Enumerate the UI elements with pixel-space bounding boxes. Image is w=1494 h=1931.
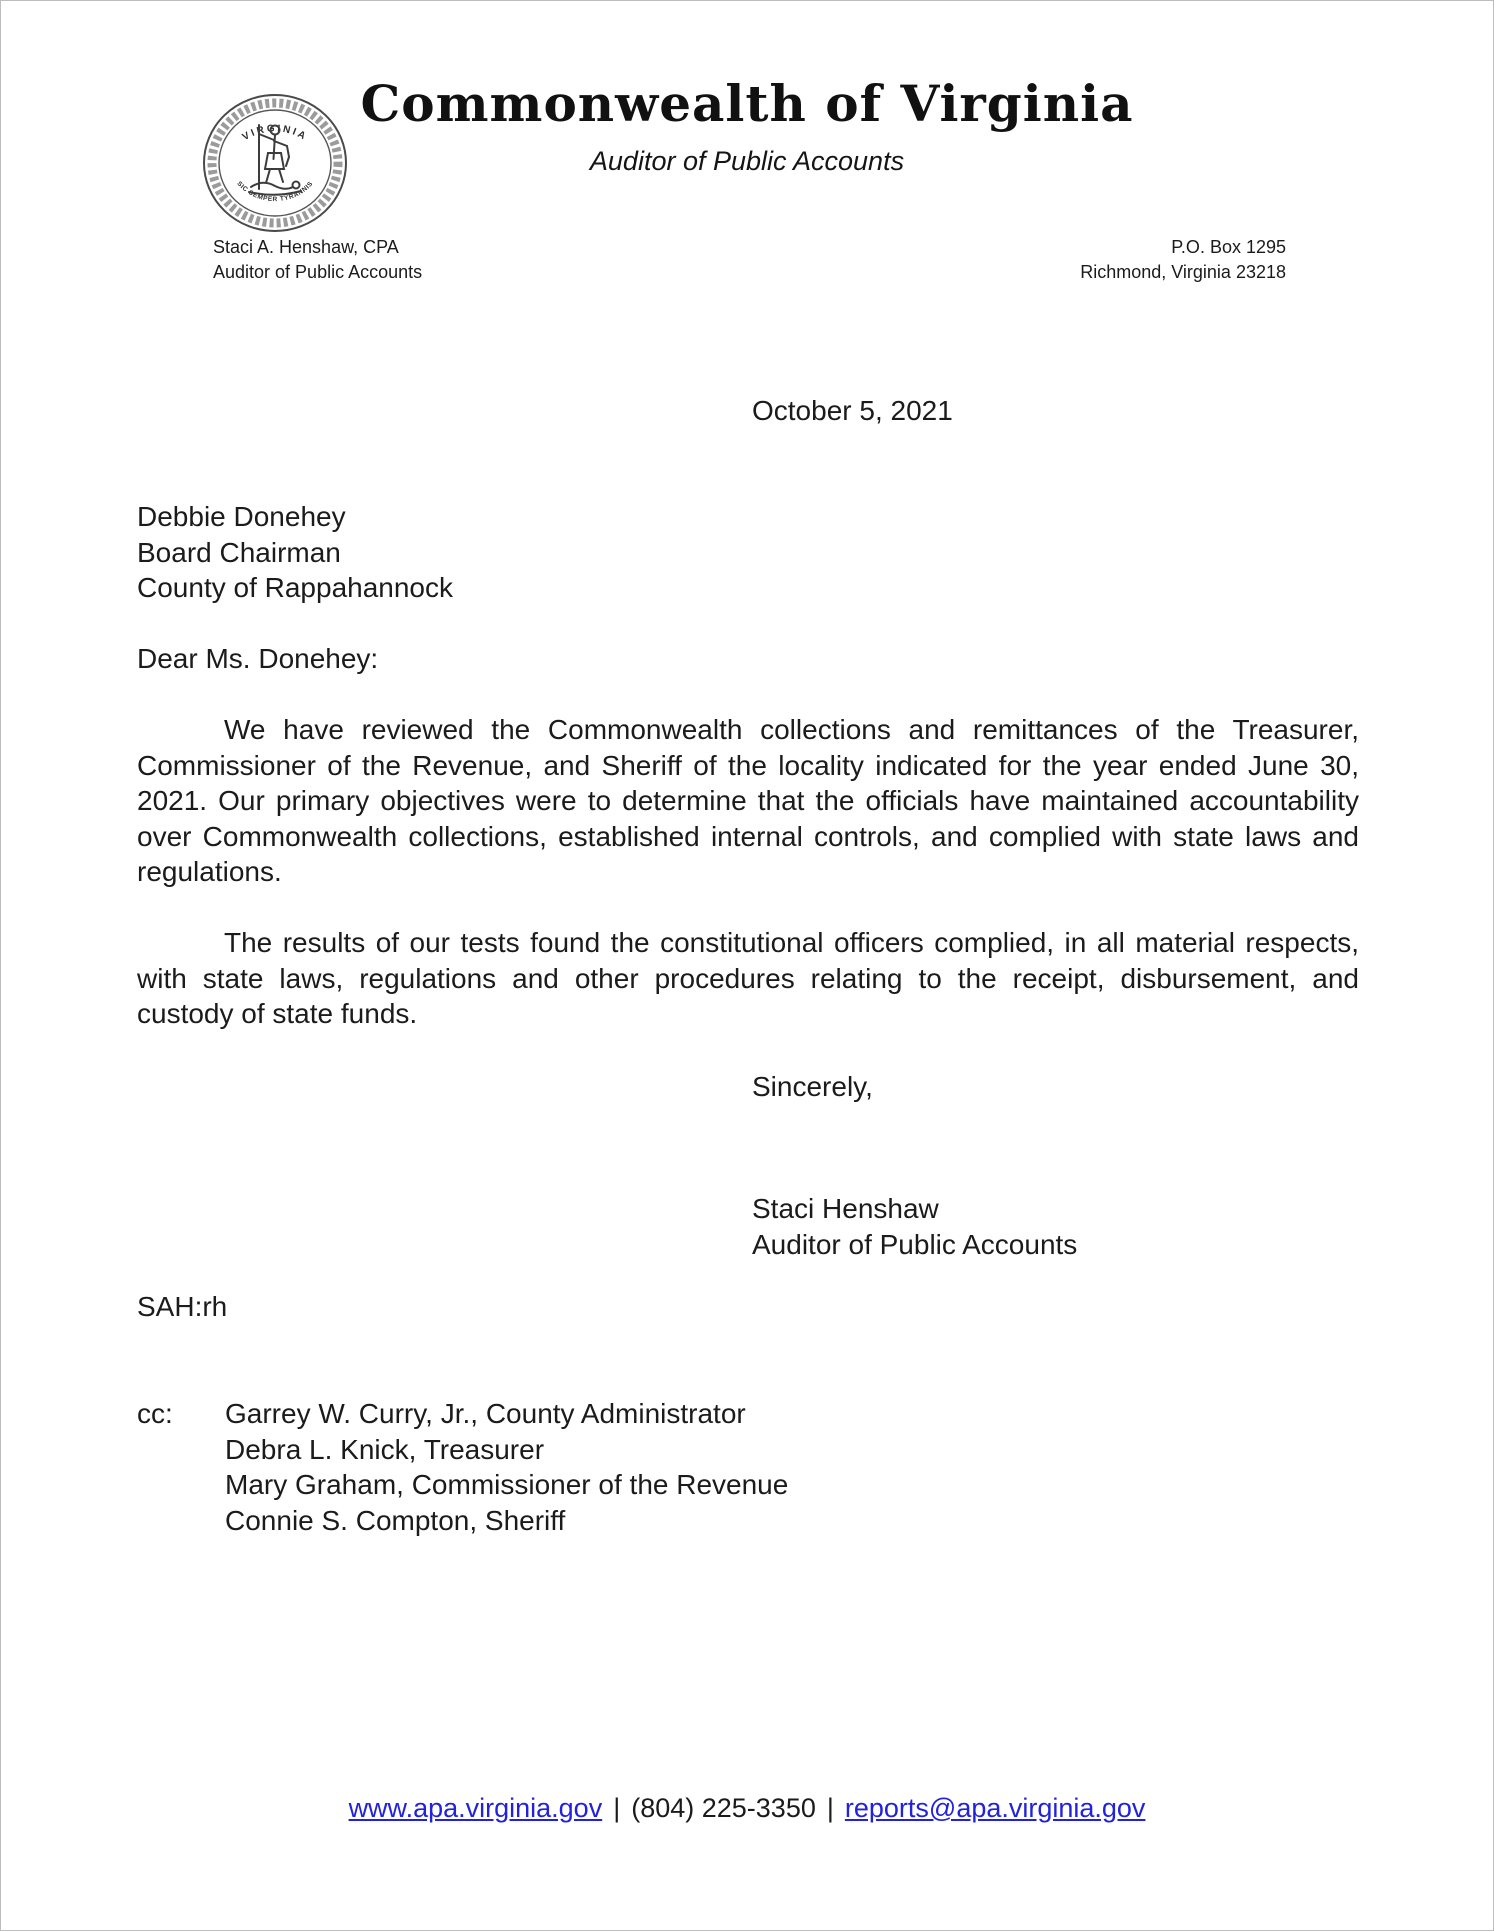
cc-name: Mary Graham, Commissioner of the Revenue: [225, 1469, 789, 1500]
closing: Sincerely,: [752, 1071, 873, 1102]
letterhead-subtitle: Auditor of Public Accounts: [589, 146, 905, 176]
cc-names: [225, 1396, 788, 1538]
signature-block: [752, 1191, 1077, 1262]
body-paragraph-2: The results of our tests found the constitutional officers complied, in all material respects, with state laws, regulations and other procedures relating to the receipt, disbursement, and custody of state funds.: [137, 927, 1359, 1029]
official-block: [213, 235, 422, 285]
signature-title: Auditor of Public Accounts: [752, 1228, 1078, 1260]
address-block: [1080, 235, 1286, 285]
letter-date: October 5, 2021: [752, 395, 953, 426]
footer-separator: |: [613, 1793, 621, 1823]
salutation: Dear Ms. Donehey:: [137, 643, 379, 674]
letter-body: [137, 712, 1359, 1032]
recipient-block: [137, 499, 453, 606]
signature-name: Staci Henshaw: [752, 1193, 939, 1224]
recipient-title: Board Chairman: [137, 536, 341, 568]
body-paragraph-1: We have reviewed the Commonwealth collections and remittances of the Treasurer, Commissioner of the Revenue, and Sheriff of the locality indicated for the year ended June 30, 2021. Our primary objectives were to determine that the officials have maintained accountability over Commonwealth collections, established internal controls, and complied with state laws and regulations.: [137, 714, 1359, 887]
address-city: Richmond, Virginia 23218: [1080, 262, 1286, 282]
cc-name: Garrey W. Curry, Jr., County Administrator: [225, 1398, 746, 1429]
seal-top-text: VIRGINIA: [240, 123, 310, 144]
official-title: Auditor of Public Accounts: [213, 262, 423, 282]
recipient-name: Debbie Donehey: [137, 501, 346, 532]
official-name: Staci A. Henshaw, CPA: [213, 237, 399, 257]
reference-initials: SAH:rh: [137, 1291, 228, 1322]
footer-phone: (804) 225-3350: [631, 1793, 816, 1823]
page-footer: [1, 1791, 1493, 1825]
seal-bottom-text: SIC SEMPER TYRANNIS: [235, 180, 315, 204]
address-po-box: P.O. Box 1295: [1171, 237, 1286, 257]
footer-separator: |: [826, 1793, 834, 1823]
letterhead-title: Commonwealth of Virginia: [360, 74, 1134, 133]
cc-block: [137, 1396, 788, 1538]
cc-label: cc:: [137, 1398, 173, 1429]
cc-name: Debra L. Knick, Treasurer: [225, 1433, 545, 1465]
email-link[interactable]: reports@apa.virginia.gov: [844, 1793, 1146, 1823]
website-link[interactable]: www.apa.virginia.gov: [348, 1793, 603, 1823]
cc-name: Connie S. Compton, Sheriff: [225, 1504, 566, 1536]
recipient-locality: County of Rappahannock: [137, 572, 453, 603]
